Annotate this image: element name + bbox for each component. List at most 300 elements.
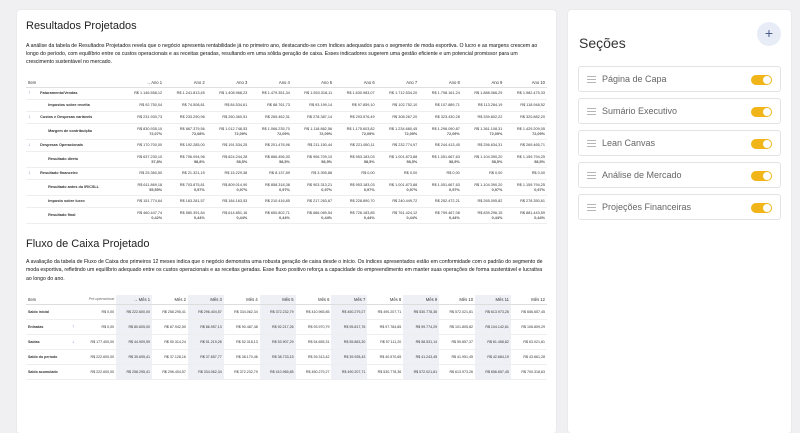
row-spacer [26, 100, 38, 112]
column-header [152, 295, 188, 305]
cell-value: R$ 1.361.108,31 [474, 126, 503, 131]
table-cell [249, 100, 292, 112]
table-cell: R$ 530.778,36 [367, 365, 403, 380]
table-cell: R$ 55.863,30 [331, 335, 367, 350]
cell-percent: 72,09% [489, 131, 503, 136]
drag-handle-icon[interactable] [587, 76, 596, 83]
table-cell [249, 152, 292, 168]
toggle-knob [763, 172, 771, 180]
table-cell: R$ 656.657,45 [475, 365, 511, 380]
section-label: Página de Capa [602, 74, 667, 84]
column-header [475, 295, 511, 305]
cell-percent: 72,08% [191, 131, 205, 136]
table-cell [504, 112, 547, 124]
table-cell [249, 180, 292, 196]
row-label: Imposto sobre lucro [38, 196, 121, 208]
cell-value: R$ 170.700,00 [137, 143, 163, 148]
cell-value: R$ 25.360,50 [139, 171, 163, 176]
table-cell [164, 140, 207, 152]
toggle-knob [763, 140, 771, 148]
table-cell: R$ 57.111,20 [367, 335, 403, 350]
table-cell: R$ 43.661,28 [511, 350, 547, 365]
table-cell: R$ 41.243,45 [403, 350, 439, 365]
table-cell: R$ 656.657,45 [511, 305, 547, 320]
row-label: Resultado final [38, 208, 121, 224]
cell-percent: 0,97% [363, 187, 375, 192]
cell-value: R$ 265.462,31 [264, 115, 290, 120]
table-cell [377, 208, 420, 224]
table-row [26, 168, 547, 180]
panel-title: Seções [579, 35, 626, 51]
table-cell: R$ 296.404,57 [152, 365, 188, 380]
cell-value: R$ 107.889,71 [434, 103, 460, 108]
cell-percent: 0,44% [193, 215, 205, 220]
column-header [188, 295, 224, 305]
cell-percent: 58,5% [279, 159, 290, 164]
arrow-down-icon: ↓ [26, 140, 38, 152]
column-header [249, 79, 292, 88]
cell-value: R$ 8.137,89 [269, 171, 290, 176]
arrow-up-icon: ↑ [70, 320, 78, 335]
column-header [331, 295, 367, 305]
cell-value: R$ 460.447,74 [137, 210, 163, 215]
section-toggle[interactable] [751, 139, 772, 149]
column-header [296, 295, 332, 305]
table-cell: R$ 572.021,81 [403, 365, 439, 380]
table-cell [377, 196, 420, 208]
table-cell: R$ 372.232,79 [224, 365, 260, 380]
column-header [116, 295, 152, 305]
table-cell [292, 112, 334, 124]
column-header [224, 295, 260, 305]
table-cell [164, 124, 207, 140]
column-header-label: Mês 2 [174, 296, 186, 302]
cell-value: R$ 867.379,56 [179, 126, 205, 131]
column-header-preoperational: Pré-operacional [78, 295, 116, 305]
cell-percent: 72,09% [234, 131, 248, 136]
table-cell: R$ 90.487,48 [224, 320, 260, 335]
table-cell: R$ 40.570,65 [367, 350, 403, 365]
section-item[interactable] [578, 98, 781, 124]
table-cell [504, 140, 547, 152]
table-cell: R$ 372.232,79 [260, 305, 296, 320]
row-label: Saldo do período [26, 350, 70, 365]
table-cell [504, 88, 547, 100]
column-header-label: Ano 10 [531, 80, 545, 86]
table-cell: R$ 37.128,16 [152, 350, 188, 365]
cell-value: R$ 0,00 [531, 171, 545, 176]
section-toggle[interactable] [751, 107, 772, 117]
column-header [439, 295, 475, 305]
cell-value: R$ 650.802,71 [264, 210, 290, 215]
section-item[interactable] [578, 130, 781, 156]
cell-percent: 0,97% [321, 187, 333, 192]
cell-value: R$ 953.183,03 [349, 182, 375, 187]
cell-percent: 58,5% [491, 159, 503, 164]
table-cell [164, 88, 207, 100]
table-cell [334, 112, 377, 124]
table-cell: R$ 530.778,36 [403, 305, 439, 320]
cell-value: R$ 1.630.983,07 [346, 91, 375, 96]
add-section-button[interactable] [757, 22, 781, 46]
column-header [207, 79, 250, 88]
table-cell [164, 180, 207, 196]
table-cell: R$ 410.965,85 [260, 365, 296, 380]
section-item[interactable] [578, 162, 781, 188]
table-cell [207, 168, 250, 180]
table-cell [419, 88, 462, 100]
cell-value: R$ 703.875,81 [179, 182, 205, 187]
table-cell [377, 100, 420, 112]
cell-value: R$ 1.175.603,82 [346, 126, 375, 131]
table-cell [419, 124, 462, 140]
table-cell: R$ 104.142,61 [475, 320, 511, 335]
table-cell [207, 208, 250, 224]
table-cell: R$ 38.170,46 [224, 350, 260, 365]
column-header [403, 295, 439, 305]
table-cell: R$ 53.907,29 [260, 335, 296, 350]
sort-arrow-icon[interactable]: → [146, 80, 151, 86]
table-cell [462, 152, 505, 168]
table-cell [334, 180, 377, 196]
arrow-down-icon: ↓ [26, 112, 38, 124]
row-spacer [26, 180, 38, 196]
column-header-label: Ano 5 [321, 80, 333, 86]
table-cell: R$ 61.458,82 [475, 335, 511, 350]
row-spacer [70, 350, 78, 365]
row-spacer [70, 305, 78, 320]
cell-percent: 0,44% [363, 215, 375, 220]
cell-value: R$ 1.241.813,45 [176, 91, 205, 96]
cell-percent: 0,97% [534, 187, 545, 192]
column-header-label: Ano 2 [193, 80, 205, 86]
cell-value: R$ 252.472,21 [434, 199, 460, 204]
row-label: Resultado antes do IR/CSLL [38, 180, 121, 196]
cell-value: R$ 830.935,10 [137, 126, 163, 131]
cell-value: R$ 903.313,21 [307, 182, 333, 187]
table-cell [122, 124, 165, 140]
cell-value: R$ 1.159.794,25 [516, 182, 545, 187]
cell-value: R$ 1.408.968,23 [219, 91, 248, 96]
cell-value: R$ 240.449,72 [392, 199, 418, 204]
cell-value: R$ 191.534,25 [222, 143, 248, 148]
column-header-label: Mês 8 [389, 296, 402, 302]
cell-value: R$ 1.712.534,20 [389, 91, 418, 96]
cell-percent: 0,97% [236, 187, 248, 192]
column-header [292, 79, 334, 88]
cell-value: R$ 1.001.873,88 [389, 182, 418, 187]
table-row [26, 152, 547, 168]
document-preview [17, 10, 556, 433]
table-cell [377, 112, 420, 124]
table-cell [122, 88, 165, 100]
column-header [334, 79, 377, 88]
cashflow-table [26, 295, 547, 381]
cell-value: R$ 906.709,10 [307, 154, 333, 159]
preoperational-cell: R$ 222.600,00 [78, 350, 116, 365]
cell-value: R$ 233.290,96 [179, 115, 205, 120]
plus-icon: + [764, 25, 774, 41]
table-cell [122, 196, 165, 208]
cell-value: R$ 881.443,59 [520, 210, 545, 215]
column-header-label: Mês 4 [246, 296, 258, 302]
cell-value: R$ 97.859,10 [351, 103, 375, 108]
row-label: Impostos sobre receita [38, 100, 121, 112]
table-cell [462, 100, 505, 112]
arrow-down-icon: ↓ [70, 335, 78, 350]
table-cell [122, 180, 165, 196]
sections-panel [568, 10, 791, 433]
cell-value: R$ 809.014,90 [222, 182, 248, 187]
table-cell: R$ 59.857,37 [439, 335, 475, 350]
row-label: Margem de contribuição [38, 124, 121, 140]
column-header-label: Ano 7 [406, 80, 418, 86]
table-cell [207, 100, 250, 112]
cell-value: R$ 151.774,64 [137, 199, 163, 204]
row-label: Despesas Operacionais [38, 140, 121, 152]
table-cell [462, 140, 505, 152]
drag-handle-icon[interactable] [587, 108, 596, 115]
column-header-label: Mês 3 [210, 296, 222, 302]
cell-value: R$ 1.159.794,25 [516, 154, 545, 159]
cell-value: R$ 1.888.066,29 [474, 91, 503, 96]
table-cell: R$ 490.207,71 [367, 305, 403, 320]
column-header [462, 79, 505, 88]
row-label: Custos e Despesas variáveis [38, 112, 121, 124]
table-cell [462, 208, 505, 224]
results-table [26, 79, 547, 225]
drag-handle-icon[interactable] [587, 172, 596, 179]
section-toggle[interactable] [751, 203, 772, 213]
cell-percent: 0,97% [491, 187, 503, 192]
arrow-down-icon: ↓ [26, 168, 38, 180]
cashflow-description: A avaliação da tabela de Fluxo de Caixa dos primeiros 12 meses indica que o negócio demonstra uma robusta geração de caixa desde o início. Os índices apresentados estão em conformidade com o padrão do segmento de moda esportiva, refletindo um equilíbrio adequado entre os custos operacionais e as receitas geradas. Esse fluxo positivo reforça a capacidade do empreendimento em manter suas operações de forma sustentável e lucrativa ao longo do ano. [26, 259, 543, 282]
cell-value: R$ 1.553.318,11 [304, 91, 333, 96]
table-cell: R$ 106.809,29 [511, 320, 547, 335]
cell-value: R$ 231.930,73 [137, 115, 163, 120]
cell-percent: 58,5% [363, 159, 375, 164]
table-cell: R$ 86.957,13 [188, 320, 224, 335]
column-header-label: Mês 12 [531, 296, 545, 302]
cell-percent: 0,97% [449, 187, 460, 192]
column-header-item: Item [26, 295, 70, 305]
cell-value: R$ 1.051.667,63 [431, 154, 460, 159]
table-cell [504, 152, 547, 168]
column-header-sort [38, 79, 121, 88]
table-cell: R$ 258.295,41 [116, 365, 152, 380]
column-header [377, 79, 420, 88]
column-header-label: Mês 10 [459, 296, 474, 302]
table-cell: R$ 50.314,24 [152, 335, 188, 350]
cell-value: R$ 799.467,08 [434, 210, 460, 215]
row-label: Faturamento/Vendas [38, 88, 121, 100]
cell-percent: 55,55% [149, 187, 163, 192]
cell-percent: 72,09% [446, 131, 460, 136]
table-cell: R$ 613.973,26 [439, 365, 475, 380]
cell-value: R$ 1.429.209,05 [516, 126, 545, 131]
cell-value: R$ 580.391,84 [179, 210, 205, 215]
table-cell [504, 208, 547, 224]
cell-percent: 0,97% [406, 187, 418, 192]
cell-value: R$ 1.104.390,20 [474, 182, 503, 187]
preoperational-cell: R$ 222.600,00 [78, 365, 116, 380]
cell-value: R$ 92.750,04 [139, 103, 163, 108]
row-label: Resultado direto [38, 152, 121, 168]
cell-value: R$ 278.350,61 [520, 199, 545, 204]
cell-value: R$ 232.774,97 [392, 143, 418, 148]
table-cell [504, 100, 547, 112]
cell-value: R$ 210.416,85 [264, 199, 290, 204]
table-cell [292, 100, 334, 112]
cell-value: R$ 278.387,14 [307, 115, 333, 120]
table-cell: R$ 44.909,59 [116, 335, 152, 350]
table-row [26, 180, 547, 196]
table-cell: R$ 613.973,26 [475, 305, 511, 320]
cell-value: R$ 1.066.235,70 [261, 126, 290, 131]
table-cell [504, 196, 547, 208]
table-cell [334, 168, 377, 180]
table-cell [419, 196, 462, 208]
table-cell [249, 196, 292, 208]
table-cell [207, 152, 250, 168]
table-cell [164, 100, 207, 112]
table-cell: R$ 222.600,00 [116, 305, 152, 320]
column-header [260, 295, 296, 305]
table-row [26, 112, 547, 124]
table-cell [122, 100, 165, 112]
table-cell: R$ 334.062,34 [188, 365, 224, 380]
column-header [504, 79, 547, 88]
row-spacer [26, 208, 38, 224]
table-cell [122, 112, 165, 124]
table-cell [164, 112, 207, 124]
cell-value: R$ 217.263,67 [307, 199, 333, 204]
table-cell [334, 124, 377, 140]
column-header [164, 79, 207, 88]
table-cell [377, 124, 420, 140]
table-cell [377, 152, 420, 168]
cell-value: R$ 1.982.475,33 [516, 91, 545, 96]
cell-value: R$ 824.244,28 [222, 154, 248, 159]
table-cell [334, 208, 377, 224]
column-header-label: Mês 5 [282, 296, 294, 302]
cell-value: R$ 74.508,81 [181, 103, 205, 108]
table-cell: R$ 38.733,15 [260, 350, 296, 365]
cell-value: R$ 118.948,52 [520, 103, 545, 108]
table-cell: R$ 410.965,85 [296, 305, 332, 320]
table-cell [292, 168, 334, 180]
table-cell [419, 208, 462, 224]
row-spacer [26, 152, 38, 168]
cell-value: R$ 953.183,03 [349, 154, 375, 159]
table-cell: R$ 93.970,79 [296, 320, 332, 335]
table-cell [334, 140, 377, 152]
table-cell [419, 140, 462, 152]
section-toggle[interactable] [751, 75, 772, 85]
cell-value: R$ 1.798.161,24 [431, 91, 460, 96]
table-cell [249, 124, 292, 140]
cell-percent: 58,8% [193, 159, 205, 164]
column-header-label: Mês 1 [138, 296, 151, 302]
table-cell: R$ 334.062,34 [224, 305, 260, 320]
toggle-knob [763, 108, 771, 116]
cell-value: R$ 611.869,18 [137, 182, 163, 187]
cell-value: R$ 201.476,96 [264, 143, 290, 148]
section-item[interactable] [578, 194, 781, 220]
sort-arrow-icon[interactable]: → [133, 296, 138, 302]
cell-value: R$ 269.465,71 [520, 143, 545, 148]
cell-value: R$ 88.761,73 [267, 103, 290, 108]
table-cell: R$ 39.928,43 [331, 350, 367, 365]
cell-value: R$ 1.146.558,12 [134, 91, 163, 96]
column-header-label: Ano 8 [448, 80, 460, 86]
cell-value: R$ 0,00 [361, 171, 375, 176]
cell-value: R$ 221.650,11 [350, 143, 375, 148]
table-cell [462, 180, 505, 196]
table-row [26, 196, 547, 208]
table-cell [249, 168, 292, 180]
table-cell: R$ 572.021,81 [439, 305, 475, 320]
table-cell: R$ 35.695,41 [116, 350, 152, 365]
cell-percent: 57,8% [151, 159, 163, 164]
drag-handle-icon[interactable] [587, 204, 596, 211]
table-cell [504, 180, 547, 196]
preoperational-cell: R$ 0,00 [78, 320, 116, 335]
row-spacer [26, 124, 38, 140]
table-cell: R$ 54.655,31 [296, 335, 332, 350]
table-cell [419, 152, 462, 168]
table-cell [462, 196, 505, 208]
table-cell: R$ 450.279,27 [296, 365, 332, 380]
cell-percent: 72,09% [276, 131, 290, 136]
table-cell [249, 140, 292, 152]
section-label: Projeções Financeiras [602, 202, 692, 212]
table-cell [377, 140, 420, 152]
table-cell [462, 168, 505, 180]
cell-value: R$ 211.150,44 [307, 143, 333, 148]
cell-percent: 72,09% [532, 131, 545, 136]
table-cell: R$ 63.021,81 [511, 335, 547, 350]
drag-handle-icon[interactable] [587, 140, 596, 147]
table-cell [377, 168, 420, 180]
cell-value: R$ 1.118.862,56 [304, 126, 333, 131]
cell-value: R$ 84.534,61 [224, 103, 248, 108]
table-cell: R$ 258.295,41 [152, 305, 188, 320]
table-cell [334, 100, 377, 112]
toggle-knob [763, 76, 771, 84]
section-toggle[interactable] [751, 171, 772, 181]
table-cell [122, 168, 165, 180]
table-row [26, 140, 547, 152]
table-cell [419, 112, 462, 124]
section-item[interactable] [578, 66, 781, 92]
column-header-label: Ano 4 [278, 80, 290, 86]
table-cell: R$ 99.774,29 [403, 320, 439, 335]
cell-value: R$ 113.284,19 [477, 103, 503, 108]
table-cell [419, 180, 462, 196]
table-row [26, 88, 547, 100]
section-label: Análise de Mercado [602, 170, 682, 180]
table-cell [292, 180, 334, 196]
table-cell: R$ 450.279,27 [331, 305, 367, 320]
results-description: A análise da tabela de Resultados Projetados revela que o negócio apresenta rentabilidade já no primeiro ano, destacando-se com índices adequados para o segmento de moda esportiva. O lucro e as margens crescem ao longo do período, com equilíbrio entre os custos operacionais e as receitas geradas, resultando em uma sólida geração de caixa. Esses indicadores sugerem uma gestão eficiente e um potencial promissor para um crescimento sustentável no mercado. [26, 43, 538, 66]
cell-percent: 0,97% [193, 187, 205, 192]
table-row [26, 100, 547, 112]
cell-value: R$ 228.890,70 [349, 199, 375, 204]
row-label: Entradas [26, 320, 70, 335]
table-cell: R$ 95.817,76 [331, 320, 367, 335]
toggle-knob [763, 204, 771, 212]
